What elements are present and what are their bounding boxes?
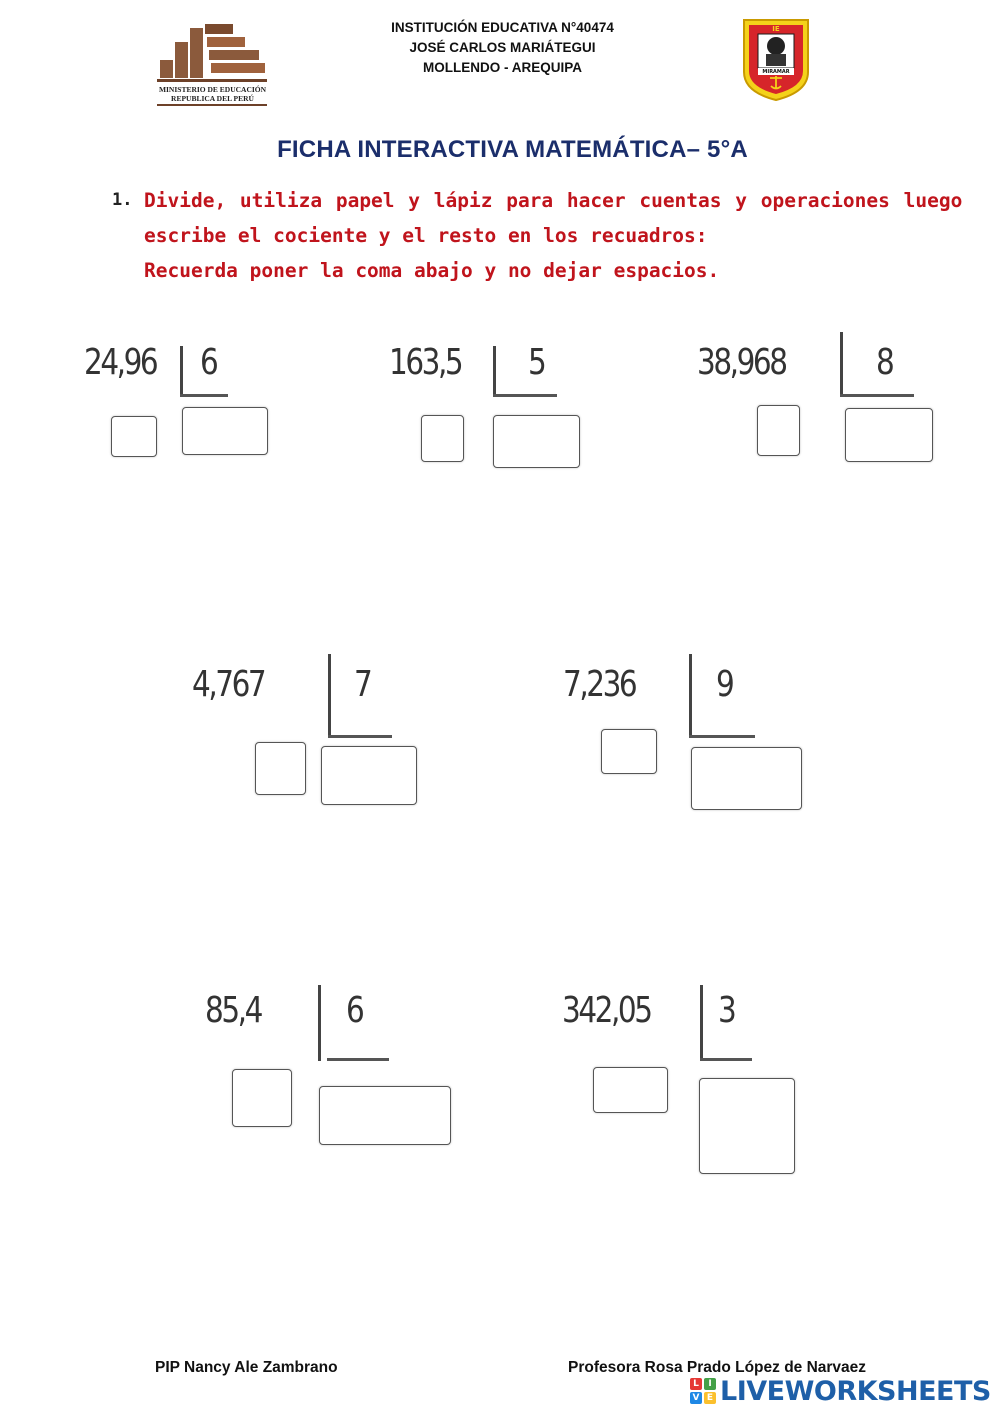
institution-location: MOLLENDO - AREQUIPA [423,60,582,75]
institution-header [330,18,675,78]
institution-name: INSTITUCIÓN EDUCATIVA N°40474 [391,20,614,35]
page-title: FICHA INTERACTIVA MATEMÁTICA– 5°A [277,136,748,163]
quotient-input[interactable] [845,408,933,462]
remainder-input[interactable] [111,416,157,457]
remainder-input[interactable] [757,405,800,456]
dividend: 24,96 [84,342,157,383]
remainder-input[interactable] [255,742,306,795]
dividend: 85,4 [205,990,261,1031]
instruction-line-1: Divide, utiliza papel y lápiz para hacer cuentas y operaciones luego [144,189,963,212]
divisor: 5 [528,342,547,383]
remainder-input[interactable] [232,1069,292,1127]
remainder-input[interactable] [421,415,464,462]
divisor: 9 [716,664,735,705]
crest-initials: IE [772,25,780,33]
liveworksheets-logo-icon [690,1378,716,1404]
dividend: 163,5 [389,342,462,383]
brand-letter: E [704,1392,716,1404]
divisor: 6 [346,990,365,1031]
school-crest [740,16,812,102]
ministry-country: REPUBLICA DEL PERÚ [171,94,254,103]
ministry-logo [155,22,270,108]
instruction-line-3: Recuerda poner la coma abajo y no dejar espacios. [144,259,720,282]
quotient-input[interactable] [493,415,580,468]
dividend: 4,767 [192,664,265,705]
crest-band: MIRAMAR [762,69,790,75]
dividend: 7,236 [563,664,636,705]
instruction-number: 1. [112,190,133,210]
quotient-input[interactable] [321,746,417,805]
brand-letter: I [704,1378,716,1390]
quotient-input[interactable] [699,1078,795,1174]
divisor: 8 [876,342,895,383]
remainder-input[interactable] [593,1067,668,1113]
dividend: 342,05 [562,990,651,1031]
ministry-logo-icon [155,22,270,84]
liveworksheets-brand[interactable] [690,1376,991,1406]
quotient-input[interactable] [319,1086,451,1145]
instruction-line-2: escribe el cociente y el resto en los recuadros: [144,224,708,247]
quotient-input[interactable] [691,747,802,810]
institution-patron: JOSÉ CARLOS MARIÁTEGUI [409,40,596,55]
brand-letter: V [690,1392,702,1404]
footer-right-credit: Profesora Rosa Prado López de Narvaez [568,1359,867,1376]
liveworksheets-wordmark: LIVEWORKSHEETS [720,1375,991,1407]
quotient-input[interactable] [182,407,268,455]
divisor: 7 [354,664,373,705]
remainder-input[interactable] [601,729,657,774]
brand-letter: L [690,1378,702,1390]
instructions [112,183,963,288]
dividend: 38,968 [697,342,786,383]
ministry-name: MINISTERIO DE EDUCACIÓN [158,85,267,94]
footer-left-credit: PIP Nancy Ale Zambrano [155,1359,338,1376]
divisor: 3 [718,990,737,1031]
divisor: 6 [200,342,219,383]
